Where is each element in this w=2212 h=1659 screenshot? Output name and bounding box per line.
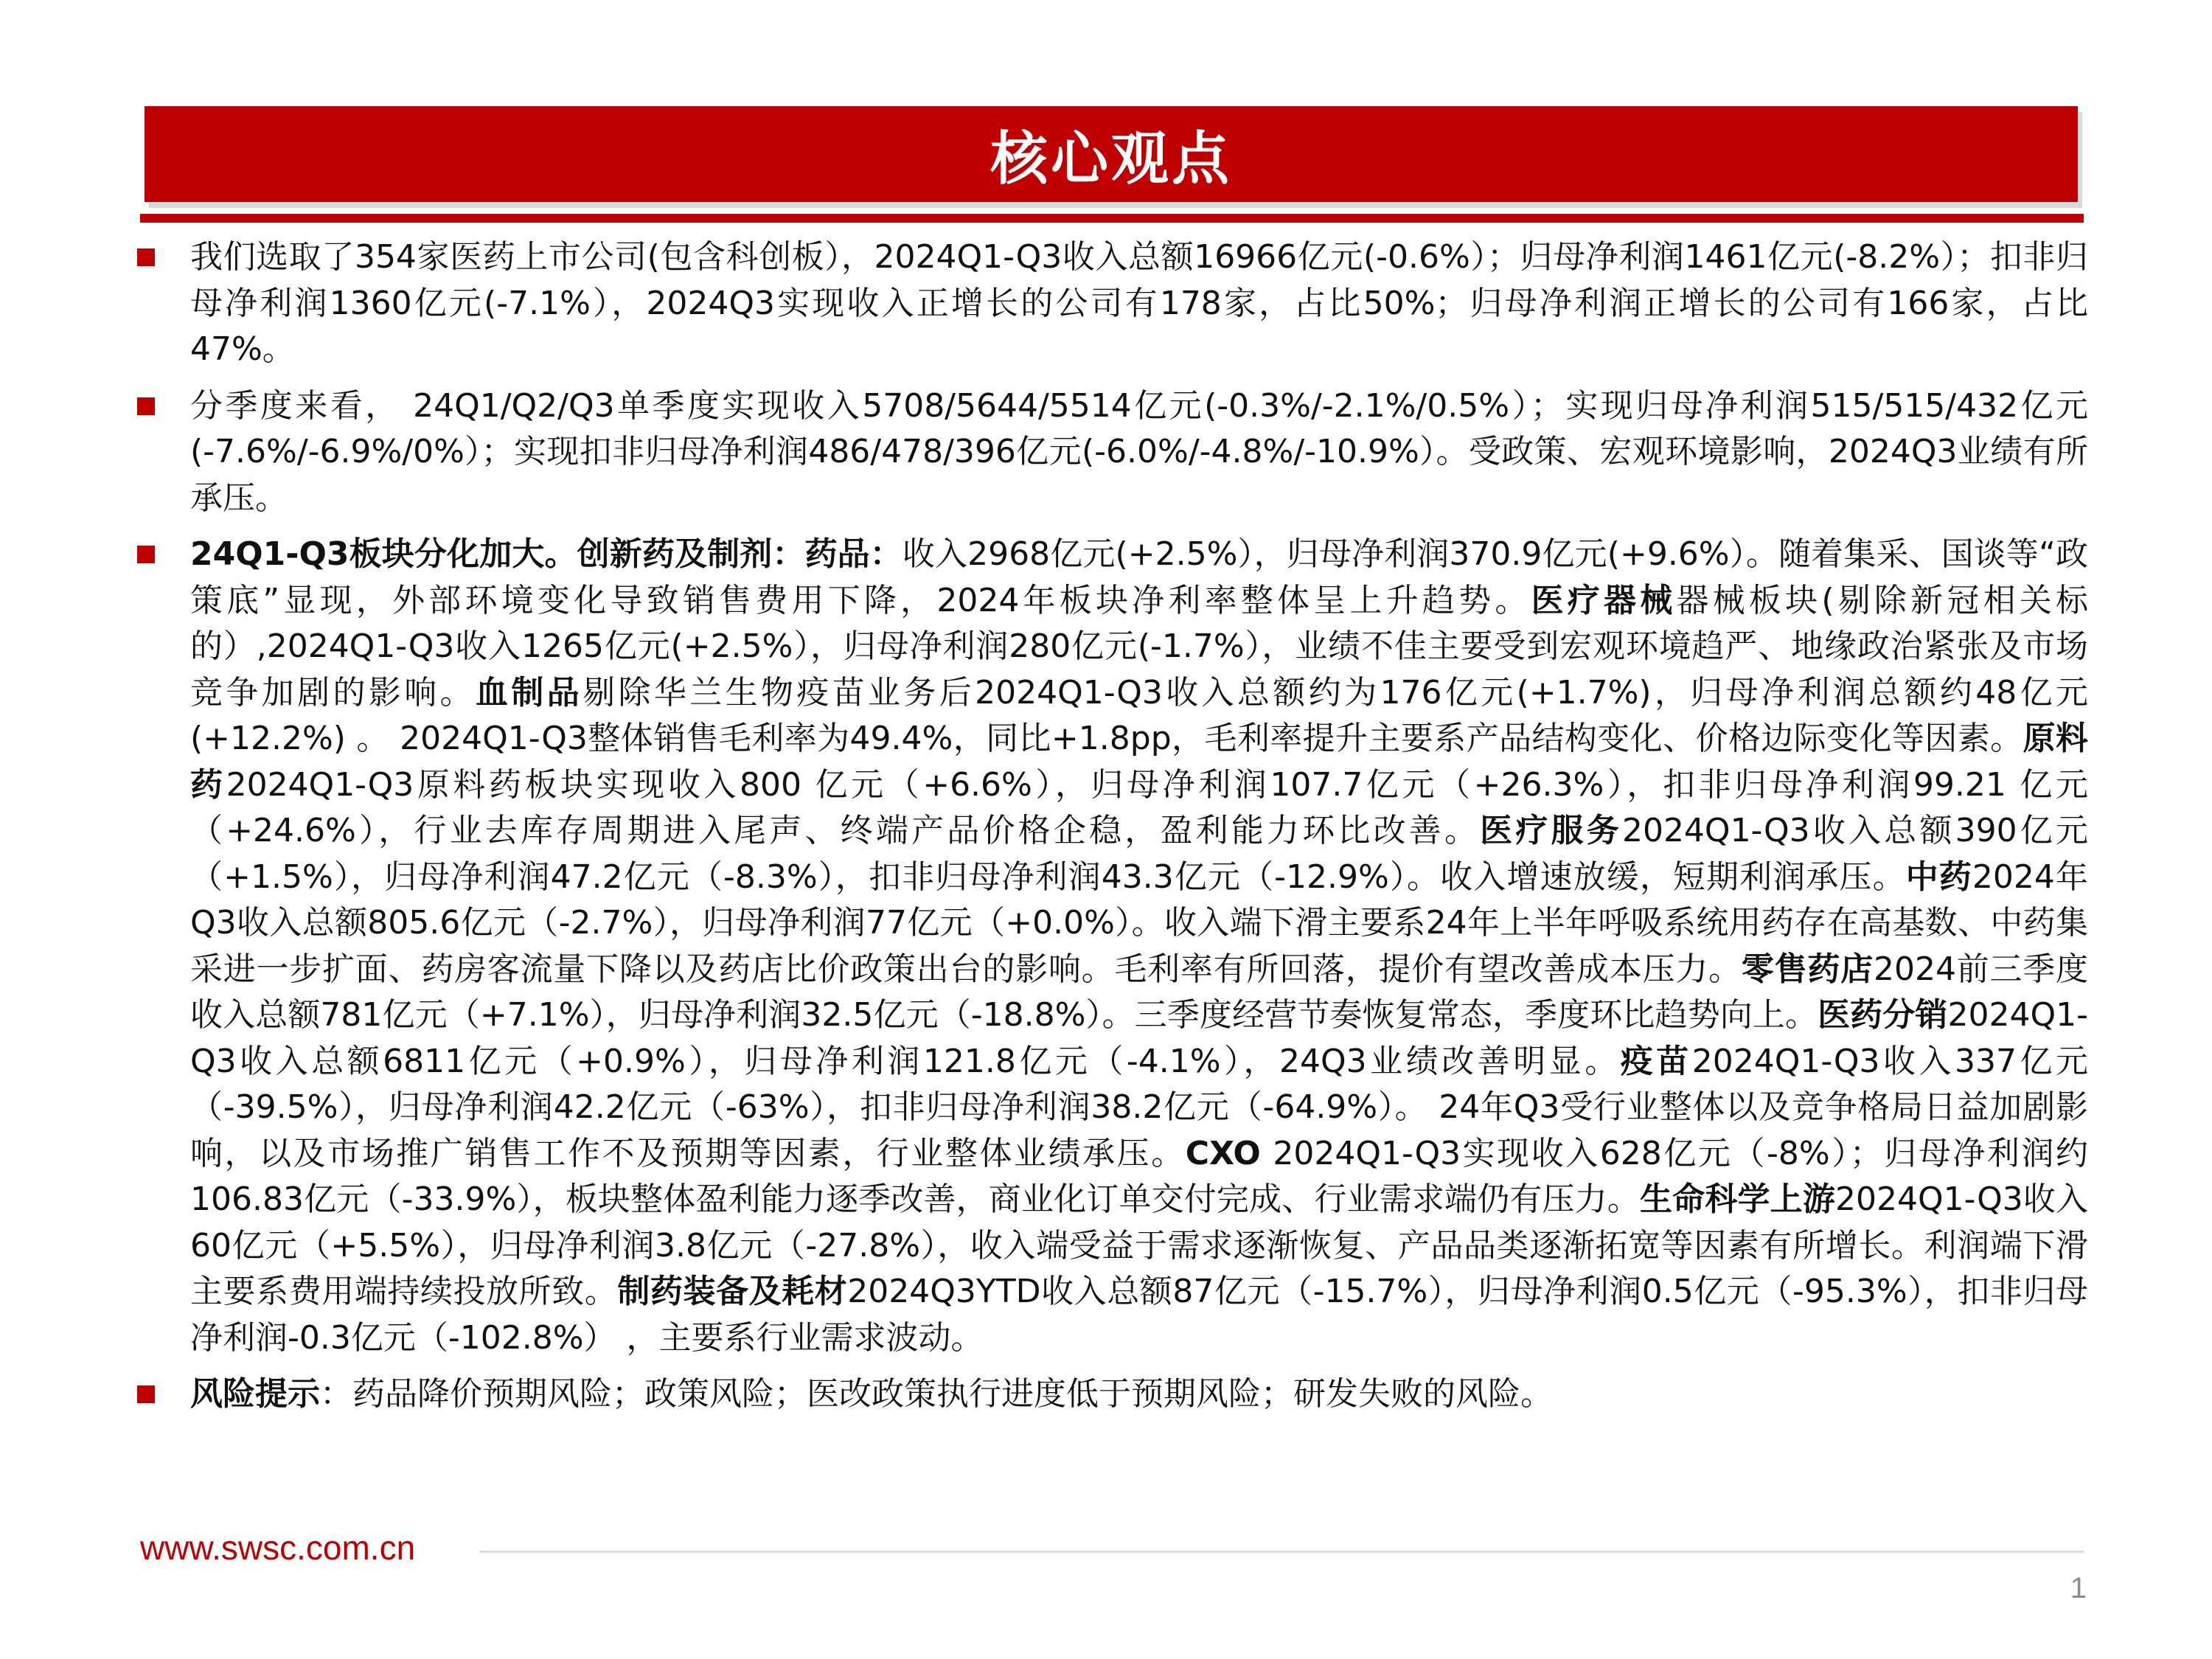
- bullet-body: 2024Q1-Q3收入337亿元（-39.5%），归母净利润42.2亿元（-63%），扣非归母净利润38.2亿元（-64.9%）。 24年Q3受行业整体以及竞争格局日益加剧影响，以及市场推广销售工作不及预期等因素，行业整体业绩承压。: [190, 1042, 2088, 1172]
- bullet-item: [137, 532, 2088, 1361]
- page-number: 1: [2070, 1572, 2087, 1604]
- bullet-heading: 零售药店: [1741, 950, 1874, 988]
- footer-divider: [479, 1551, 2084, 1553]
- bullet-heading: 制药装备及耗材: [617, 1273, 848, 1310]
- bullet-heading: 风险提示: [190, 1375, 320, 1413]
- key-points-list: [137, 234, 2088, 1428]
- bullet-text: [190, 383, 2088, 522]
- bullet-body: 2024Q1-Q3收入总额6811亿元（+0.9%），归母净利润121.8亿元（-4.1%），24Q3业绩改善明显。: [190, 996, 2088, 1080]
- bullet-body: 2024Q3YTD收入总额87亿元（-15.7%），归母净利润0.5亿元（-95.3%），扣非归母净利润-0.3亿元（-102.8%） ，主要系行业需求波动。: [190, 1273, 2089, 1357]
- bullet-body: 2024Q1-Q3原料药板块实现收入800 亿元（+6.6%），归母净利润107.7亿元（+26.3%），扣非归母净利润99.21 亿元（+24.6%），行业去库存周期进入尾声、终端产品价格企稳，盈利能力环比改善。: [190, 765, 2088, 849]
- bullet-body: 2024Q1-Q3实现收入628亿元（-8%）；归母净利润约106.83亿元（-33.9%），板块整体盈利能力逐季改善，商业化订单交付完成、行业需求端仍有压力。: [190, 1134, 2088, 1218]
- bullet-square-icon: [137, 546, 155, 563]
- bullet-heading: 疫苗: [1620, 1042, 1692, 1080]
- bullet-body: 分季度来看， 24Q1/Q2/Q3单季度实现收入5708/5644/5514亿元(-0.3%/-2.1%/0.5%）；实现归母净利润515/515/432亿元(-7.6%/-6.9%/0%）；实现扣非归母净利润486/478/396亿元(-6.0%/-4.8%/-10.9%）。受政策、宏观环境影响，2024Q3业绩有所承压。: [190, 386, 2088, 517]
- title-underline: [140, 214, 2084, 223]
- bullet-text: [190, 234, 2088, 373]
- bullet-body: 收入2968亿元(+2.5%），归母净利润370.9亿元(+9.6%）。随着集采、国谈等“政策底”显现，外部环境变化导致销售费用下降，2024年板块净利率整体呈上升趋势。: [190, 535, 2088, 619]
- bullet-heading: 生命科学上游: [1640, 1180, 1835, 1218]
- bullet-body: 2024Q1-Q3收入60亿元（+5.5%），归母净利润3.8亿元（-27.8%），收入端受益于需求逐渐恢复、产品品类逐渐拓宽等因素有所增长。利润端下滑主要系费用端持续投放所致。: [190, 1180, 2089, 1310]
- bullet-body: 2024前三季度收入总额781亿元（+7.1%），归母净利润32.5亿元（-18.8%）。三季度经营节奏恢复常态，季度环比趋势向上。: [190, 950, 2089, 1034]
- bullet-square-icon: [137, 248, 155, 266]
- page-title: 核心观点: [990, 126, 1232, 192]
- bullet-body: ：药品降价预期风险；政策风险；医改政策执行进度低于预期风险；研发失败的风险。: [320, 1375, 1553, 1413]
- bullet-body: 剔除华兰生物疫苗业务后2024Q1-Q3收入总额约为176亿元(+1.7%)，归母净利润总额约48亿元(+12.2%) 。 2024Q1-Q3整体销售毛利率为49.4%，同比+1.8pp，毛利率提升主要系产品结构变化、价格边际变化等因素。: [190, 673, 2089, 757]
- bullet-heading: 24Q1-Q3板块分化加大。创新药及制剂：药品：: [190, 535, 902, 573]
- bullet-body: 2024年Q3收入总额805.6亿元（-2.7%），归母净利润77亿元（+0.0%）。收入端下滑主要系24年上半年呼吸系统用药存在高基数、中药集采进一步扩面、药房客流量下降以及药店比价政策出台的影响。毛利率有所回落，提价有望改善成本压力。: [190, 858, 2088, 988]
- bullet-text: [190, 532, 2088, 1361]
- title-banner: [145, 106, 2078, 202]
- bullet-square-icon: [137, 1385, 155, 1403]
- bullet-heading: 中药: [1905, 858, 1972, 896]
- bullet-body: 2024Q1-Q3收入总额390亿元（+1.5%），归母净利润47.2亿元（-8.3%），扣非归母净利润43.3亿元（-12.9%）。收入增速放缓，短期利润承压。: [190, 812, 2088, 896]
- bullet-heading: 医疗器械: [1531, 581, 1677, 619]
- bullet-body: 我们选取了354家医药上市公司(包含科创板），2024Q1-Q3收入总额16966亿元(-0.6%）；归母净利润1461亿元(-8.2%）；扣非归母净利润1360亿元(-7.1%），2024Q3实现收入正增长的公司有178家，占比50%；归母净利润正增长的公司有166家，占比47%。: [190, 238, 2088, 368]
- bullet-item: [137, 1371, 2088, 1418]
- bullet-heading: 医药分销: [1818, 996, 1948, 1034]
- bullet-item: [137, 234, 2088, 373]
- bullet-heading: CXO: [1185, 1134, 1261, 1172]
- bullet-heading: 医疗服务: [1480, 812, 1622, 849]
- footer-website: www.swsc.com.cn: [140, 1528, 416, 1567]
- bullet-heading: 血制品: [475, 673, 583, 712]
- bullet-item: [137, 383, 2088, 522]
- bullet-text: [190, 1371, 2088, 1418]
- bullet-body: 器械板块(剔除新冠相关标的）,2024Q1-Q3收入1265亿元(+2.5%），归母净利润280亿元(-1.7%），业绩不佳主要受到宏观环境趋严、地缘政治紧张及市场竞争加剧的影响。: [190, 581, 2089, 712]
- bullet-square-icon: [137, 397, 155, 415]
- bullet-heading: 原料药: [190, 720, 2088, 804]
